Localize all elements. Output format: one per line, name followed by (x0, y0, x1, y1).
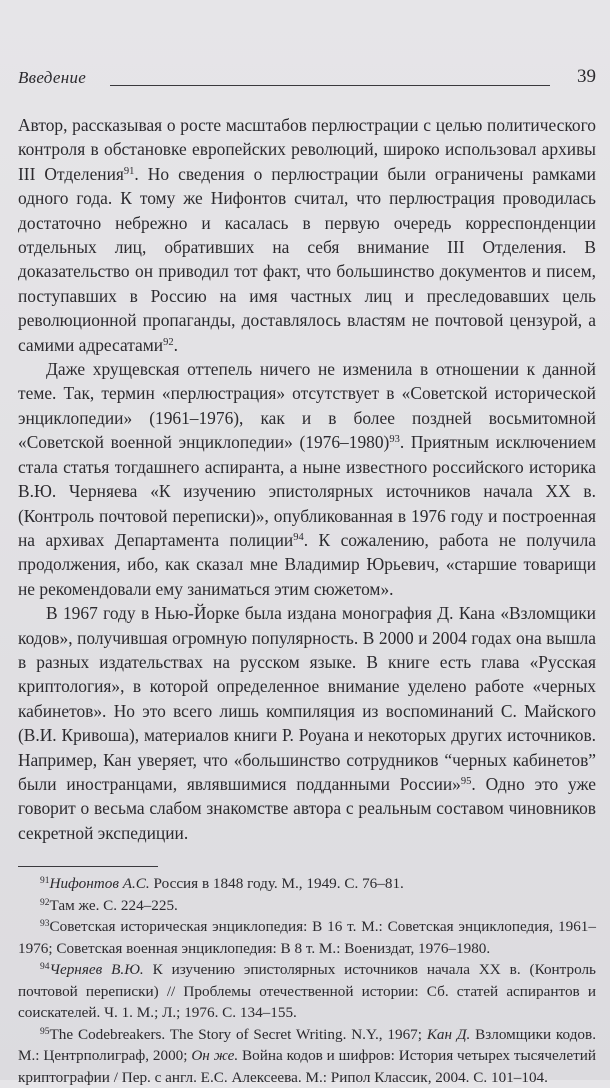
footnote-separator (18, 866, 158, 867)
footnote-93: $^{93}$Советская историческая энциклопедия: В 16 т. М.: Советская энциклопедия, 1961–1976; Советская военная энциклопедия: В 8 т. М.: Воениздат, 1976–1980. (18, 916, 596, 959)
paragraph-3: В 1967 году в Нью-Йорке была издана монография Д. Кана «Взломщики кодов», получившая огромную популярность. В 2000 и 2004 годах она вышла в разных издательствах на русском языке. В книге есть глава «Русская криптология», в которой определенное внимание уделено работе «черных кабинетов». Но это всего лишь компиляция из воспоминаний С. Майского (В.И. Кривоша), материалов книги Р. Роуана и некоторых других источников. Например, Кан уверяет, что «большинство сотрудников “черных кабинетов” были иностранцами, являвшимися подданными России»$^{95}$. Одно это уже говорит о весьма слабом знакомстве автора с реальным составом чиновников секретной экспедиции. (18, 601, 596, 845)
footnotes (18, 873, 596, 1088)
page-number: 39 (577, 66, 596, 88)
running-header (18, 66, 596, 92)
footnote-95: $^{95}$The Codebreakers. The Story of Secret Writing. N.Y., 1967; Кан Д. Взломщики кодов. М.: Центрполиграф, 2000; Он же. Война кодов и шифров: История четырех тысячелетий криптографии / Пер. с англ. Е.С. Алексеева. М.: Рипол Классик, 2004. С. 101–104. (18, 1024, 596, 1088)
footnote-91: $^{91}$Нифонтов А.С. Россия в 1848 году. М., 1949. С. 76–81. (18, 873, 596, 895)
footnote-92: $^{92}$Там же. С. 224–225. (18, 895, 596, 917)
section-title: Введение (18, 68, 86, 88)
paragraph-2: Даже хрущевская оттепель ничего не изменила в отношении к данной теме. Так, термин «перлюстрация» отсутствует в «Советской исторической энциклопедии» (1961–1976), как и в более поздней восьмитомной «Советской военной энциклопедии» (1976–1980)$^{93}$. Приятным исключением стала статья тогдашнего аспиранта, а ныне известного российского историка В.Ю. Черняева «К изучению эпистолярных источников начала XX в. (Контроль почтовой переписки)», опубликованная в 1976 году и построенная на архивах Департамента полиции$^{94}$. К сожалению, работа не получила продолжения, ибо, как сказал мне Владимир Юрьевич, «старшие товарищи не рекомендовали ему заниматься этим сюжетом». (18, 357, 596, 601)
header-rule (110, 85, 550, 86)
footnote-ref-91: 91 (124, 166, 135, 177)
main-text (18, 113, 596, 845)
footnote-ref-92: 92 (163, 337, 174, 348)
footnote-ref-94: 94 (293, 532, 304, 543)
footnote-94: $^{94}$Черняев В.Ю. К изучению эпистолярных источников начала XX в. (Контроль почтовой переписки) // Проблемы отечественной истории: Сб. статей аспирантов и соискателей. Ч. 1. М.; Л.; 1976. С. 134–155. (18, 959, 596, 1024)
footnote-ref-95: 95 (461, 776, 472, 787)
paragraph-1: Автор, рассказывая о росте масштабов перлюстрации с целью политического контроля в обстановке европейских революций, широко использовал архивы III Отделения$^{91}$. Но сведения о перлюстрации были ограничены рамками одного года. К тому же Нифонтов считал, что перлюстрация проводилась достаточно небрежно и касалась в первую очередь корреспонденции отдельных лиц, обративших на себя внимание III Отделения. В доказательство он приводил тот факт, что большинство документов и писем, поступавших в Россию на имя частных лиц и преследовавших цель революционной пропаганды, доставлялось властям не почтовой цензурой, а самими адресатами$^{92}$. (18, 113, 596, 357)
footnote-ref-93: 93 (389, 434, 400, 445)
